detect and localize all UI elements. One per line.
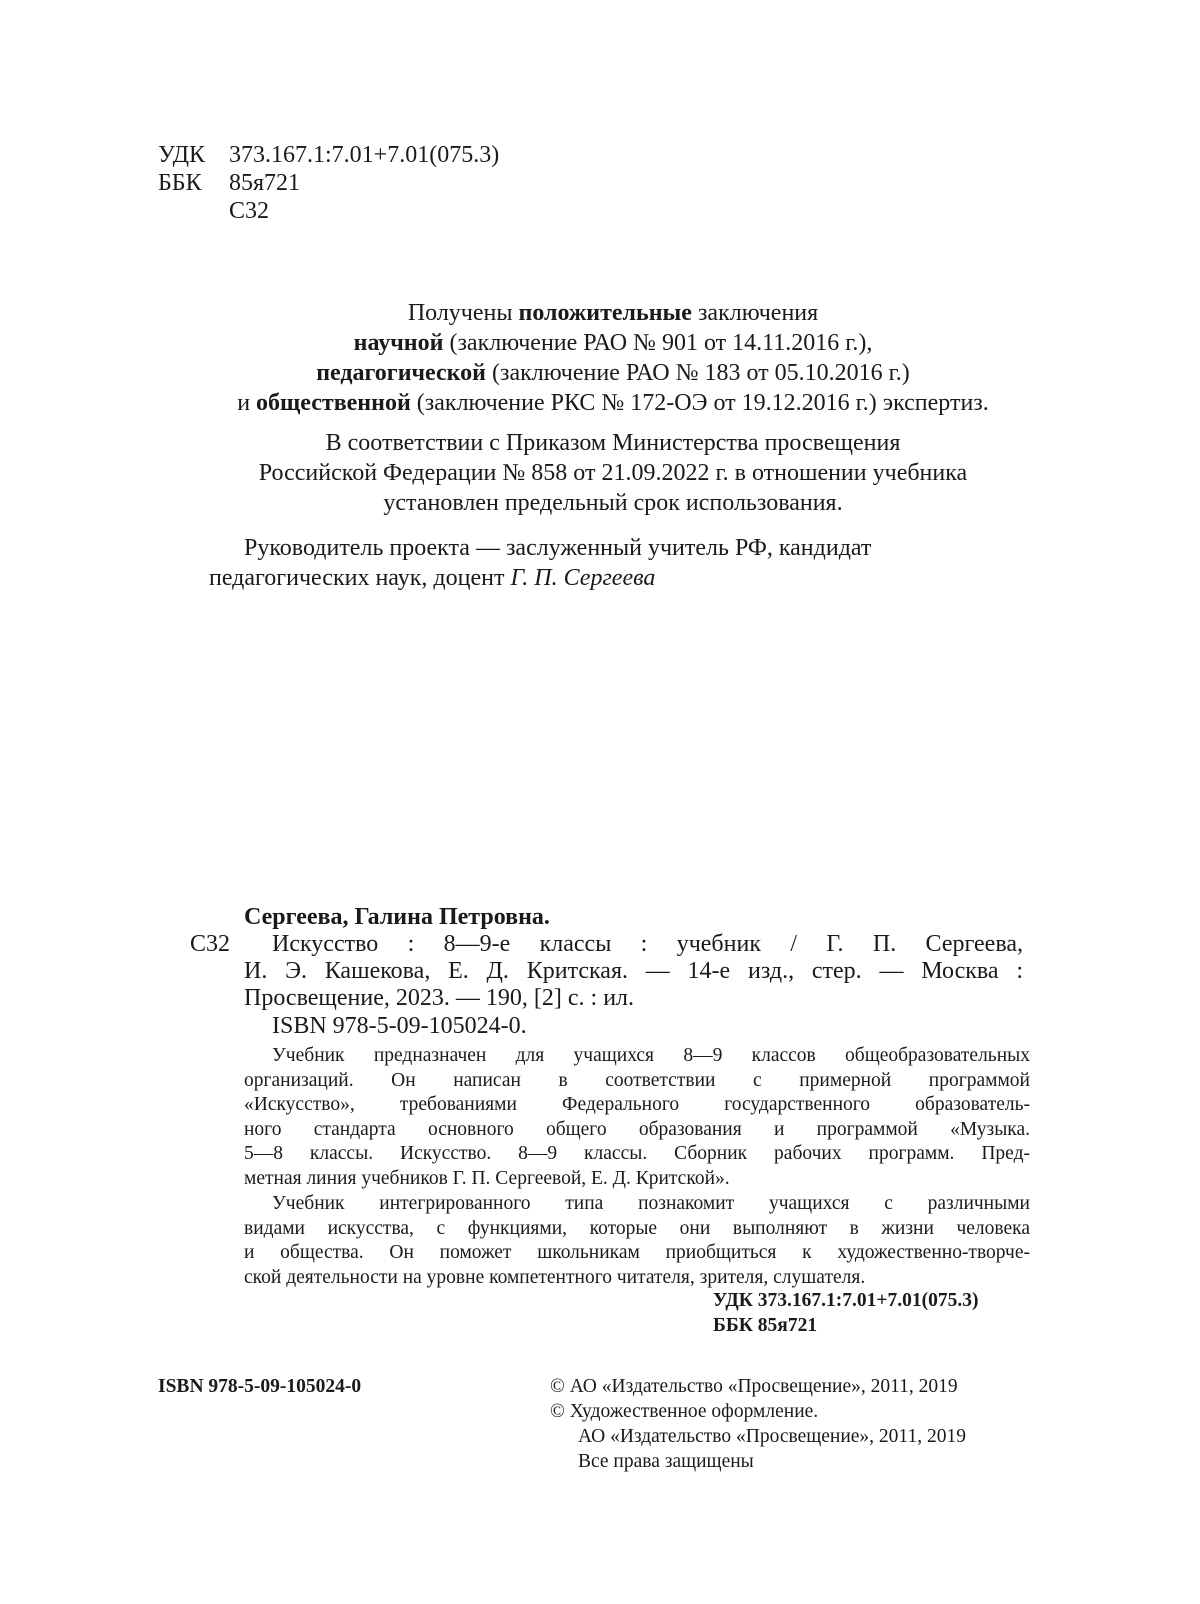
bbk-value: 85я721 — [229, 170, 301, 196]
rights-reserved: Все права защищены — [578, 1451, 754, 1472]
author-mark-top: С32 — [229, 198, 270, 224]
catalog-desc-line-3: Просвещение, 2023. — 190, [2] с. : ил. — [244, 985, 635, 1011]
copyright-design-publisher: АО «Издательство «Просвещение», 2011, 2019 — [578, 1426, 966, 1447]
catalog-description — [244, 929, 1023, 1013]
udk-value: 373.167.1:7.01+7.01(075.3) — [229, 142, 500, 168]
catalog-bbk-bold: ББК 85я721 — [713, 1315, 818, 1336]
expertise-line-4: и общественной (заключение РКС № 172-ОЭ от 19.12.2016 г.) экспертиз. — [237, 390, 989, 416]
catalog-annotation-2 — [244, 1191, 1030, 1289]
order-line-2: Российской Федерации № 858 от 21.09.2022 г. в отношении учебника — [258, 460, 968, 486]
annotation-line: видами искусства, с функциями, которые они выполняют в жизни человека — [244, 1217, 1030, 1239]
catalog-desc-line-1: Искусство : 8—9-е классы : учебник / Г. П. Сергеева, — [272, 931, 1023, 957]
copyright-design: © Художественное оформление. — [550, 1401, 819, 1422]
expertise-block — [158, 298, 1068, 418]
expertise-line-1: Получены положительные заключения — [407, 300, 819, 326]
annotation-line: метная линия учебников Г. П. Сергеевой, Е. Д. Критской». — [244, 1167, 730, 1189]
annotation-line: Учебник интегрированного типа познакомит учащихся с различными — [272, 1193, 1030, 1214]
expertise-line-3: педагогической (заключение РАО № 183 от 05.10.2016 г.) — [316, 360, 910, 386]
annotation-line: ного стандарта основного общего образования и программой «Музыка. — [244, 1118, 1030, 1140]
catalog-desc-line-2: И. Э. Кашекова, Е. Д. Критская. — 14-е изд., стер. — Москва : — [244, 958, 1023, 984]
order-block — [158, 428, 1068, 518]
order-line-1: В соответствии с Приказом Министерства просвещения — [325, 430, 901, 456]
annotation-line: организаций. Он написан в соответствии с примерной программой — [244, 1069, 1030, 1091]
project-lead-line-2: педагогических наук, доцент Г. П. Сергеева — [209, 565, 656, 591]
annotation-line: ской деятельности на уровне компетентного читателя, зрителя, слушателя. — [244, 1266, 866, 1288]
project-lead-line-1: Руководитель проекта — заслуженный учитель РФ, кандидат — [244, 535, 872, 561]
annotation-line: Учебник предназначен для учащихся 8—9 классов общеобразовательных — [272, 1045, 1030, 1066]
expertise-line-2: научной (заключение РАО № 901 от 14.11.2016 г.), — [353, 330, 873, 356]
annotation-line: и общества. Он поможет школьникам приобщиться к художественно-творче- — [244, 1242, 1030, 1264]
catalog-isbn-line: ISBN 978-5-09-105024-0. — [272, 1013, 527, 1039]
catalog-author-heading: Сергеева, Галина Петровна. — [244, 904, 550, 930]
order-line-3: установлен предельный срок использования. — [383, 490, 843, 516]
annotation-line: «Искусство», требованиями Федерального государственного образователь- — [244, 1094, 1030, 1116]
catalog-udk-bold: УДК 373.167.1:7.01+7.01(075.3) — [713, 1290, 979, 1311]
udk-label: УДК — [158, 142, 205, 168]
copyright-publisher: © АО «Издательство «Просвещение», 2011, 2019 — [550, 1376, 958, 1397]
project-lead-name: Г. П. Сергеева — [510, 565, 656, 591]
catalog-mark: С32 — [190, 931, 231, 957]
bbk-label: ББК — [158, 170, 202, 196]
annotation-line: 5—8 классы. Искусство. 8—9 классы. Сборник рабочих программ. Пред- — [244, 1143, 1030, 1165]
catalog-annotation-1 — [244, 1043, 1030, 1191]
udk-line — [158, 140, 205, 170]
footer-isbn: ISBN 978-5-09-105024-0 — [158, 1376, 362, 1397]
